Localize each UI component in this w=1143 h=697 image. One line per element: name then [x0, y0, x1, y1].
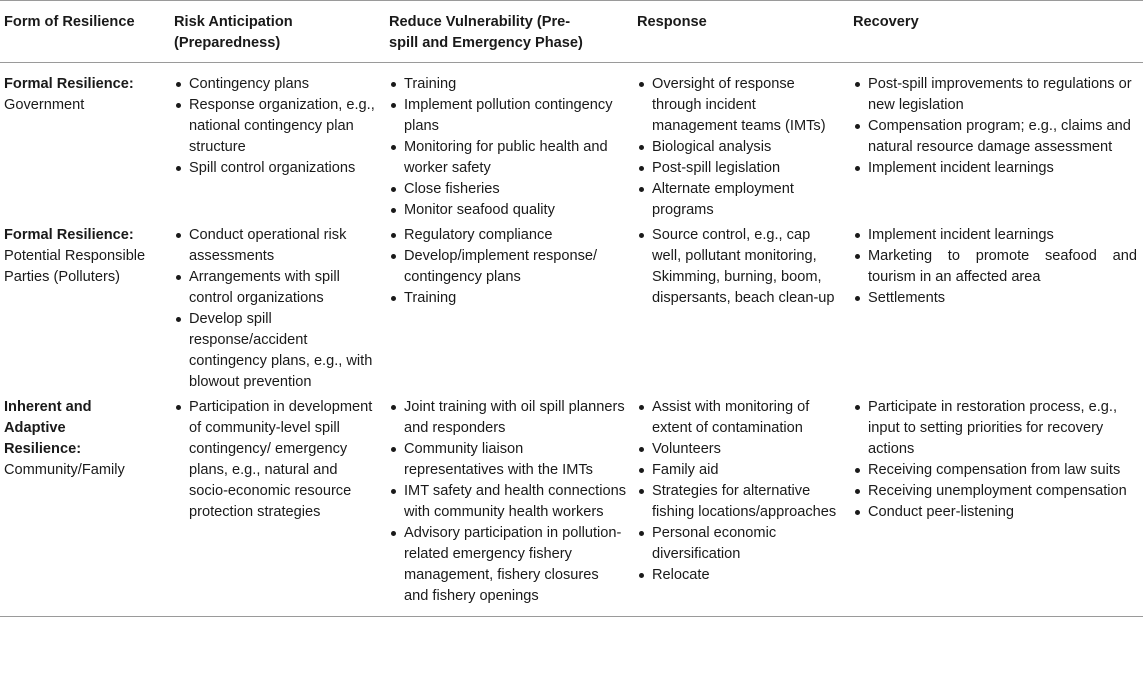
vulnerability-list: [389, 225, 627, 309]
vulnerability-list: [389, 397, 627, 607]
list-item: Implement incident learnings: [853, 158, 1137, 179]
risk-list: [174, 74, 379, 179]
form-title: Formal Resilience:: [4, 227, 134, 243]
list-item: Implement pollution contingency plans: [389, 95, 627, 137]
risk-list: [174, 225, 379, 393]
vulnerability-list: [389, 74, 627, 221]
list-item: Contingency plans: [174, 74, 379, 95]
risk-cell: [170, 394, 385, 617]
list-item: Joint training with oil spill planners and responders: [389, 397, 627, 439]
list-item: Training: [389, 288, 627, 309]
header-row: [0, 1, 1143, 63]
list-item: Implement incident learnings: [853, 225, 1137, 246]
response-list: [637, 74, 843, 221]
list-item: Oversight of response through incident management teams (IMTs): [637, 74, 843, 137]
recovery-list: [853, 397, 1137, 523]
list-item: IMT safety and health connections with community health workers: [389, 481, 627, 523]
form-subtitle: Potential Responsible Parties (Polluters): [4, 248, 146, 285]
list-item: Regulatory compliance: [389, 225, 627, 246]
risk-list: [174, 397, 379, 523]
column-header-response: Response: [637, 14, 707, 30]
list-item: Relocate: [637, 565, 843, 586]
list-item: Strategies for alternative fishing locations/approaches: [637, 481, 843, 523]
list-item: Volunteers: [637, 439, 843, 460]
list-item: Receiving unemployment compensation: [853, 481, 1137, 502]
form-cell: [0, 63, 170, 223]
list-item: Post-spill improvements to regulations or new legislation: [853, 74, 1137, 116]
list-item: Monitor seafood quality: [389, 200, 627, 221]
list-item: Monitoring for public health and worker safety: [389, 137, 627, 179]
response-list: [637, 397, 843, 586]
table-row: [0, 394, 1143, 617]
list-item: Conduct peer-listening: [853, 502, 1137, 523]
list-item: Close fisheries: [389, 179, 627, 200]
risk-cell: [170, 222, 385, 394]
column-header-risk-anticipation: Risk Anticipation (Preparedness): [174, 14, 293, 51]
list-item: Marketing to promote seafood and tourism in an affected area: [853, 246, 1137, 288]
list-item: Compensation program; e.g., claims and natural resource damage assessment: [853, 116, 1137, 158]
recovery-cell: [849, 63, 1143, 223]
list-item: Receiving compensation from law suits: [853, 460, 1137, 481]
recovery-cell: [849, 222, 1143, 394]
form-title: Inherent and Adaptive Resilience:: [4, 399, 92, 457]
response-cell: [633, 63, 849, 223]
list-item: Develop/implement response/ contingency plans: [389, 246, 627, 288]
column-header-form: Form of Resilience: [4, 14, 135, 30]
recovery-cell: [849, 394, 1143, 617]
list-item: Source control, e.g., cap well, pollutant monitoring, Skimming, burning, boom, dispersants, beach clean-up: [637, 225, 843, 309]
vulnerability-cell: [385, 63, 633, 223]
table-row: [0, 222, 1143, 394]
list-item: Participate in restoration process, e.g., input to setting priorities for recovery actions: [853, 397, 1137, 460]
risk-cell: [170, 63, 385, 223]
form-subtitle: Government: [4, 97, 85, 113]
list-item: Assist with monitoring of extent of contamination: [637, 397, 843, 439]
form-cell: [0, 222, 170, 394]
list-item: Biological analysis: [637, 137, 843, 158]
response-list: [637, 225, 843, 309]
list-item: Spill control organizations: [174, 158, 379, 179]
list-item: Family aid: [637, 460, 843, 481]
vulnerability-cell: [385, 222, 633, 394]
list-item: Conduct operational risk assessments: [174, 225, 379, 267]
form-cell: [0, 394, 170, 617]
list-item: Personal economic diversification: [637, 523, 843, 565]
column-header-recovery: Recovery: [853, 14, 919, 30]
list-item: Develop spill response/accident contingency plans, e.g., with blowout prevention: [174, 309, 379, 393]
column-header-reduce-vulnerability: Reduce Vulnerability (Pre-spill and Emergency Phase): [389, 14, 583, 51]
list-item: Post-spill legislation: [637, 158, 843, 179]
list-item: Settlements: [853, 288, 1137, 309]
list-item: Arrangements with spill control organizations: [174, 267, 379, 309]
form-subtitle: Community/Family: [4, 462, 125, 478]
response-cell: [633, 394, 849, 617]
list-item: Response organization, e.g., national contingency plan structure: [174, 95, 379, 158]
table-row: [0, 63, 1143, 223]
vulnerability-cell: [385, 394, 633, 617]
list-item: Community liaison representatives with the IMTs: [389, 439, 627, 481]
list-item: Alternate employment programs: [637, 179, 843, 221]
recovery-list: [853, 225, 1137, 309]
list-item: Participation in development of community-level spill contingency/ emergency plans, e.g., natural and socio-economic resource protection strategies: [174, 397, 379, 523]
list-item: Training: [389, 74, 627, 95]
list-item: Advisory participation in pollution-related emergency fishery management, fishery closures and fishery openings: [389, 523, 627, 607]
form-title: Formal Resilience:: [4, 76, 134, 92]
response-cell: [633, 222, 849, 394]
recovery-list: [853, 74, 1137, 179]
